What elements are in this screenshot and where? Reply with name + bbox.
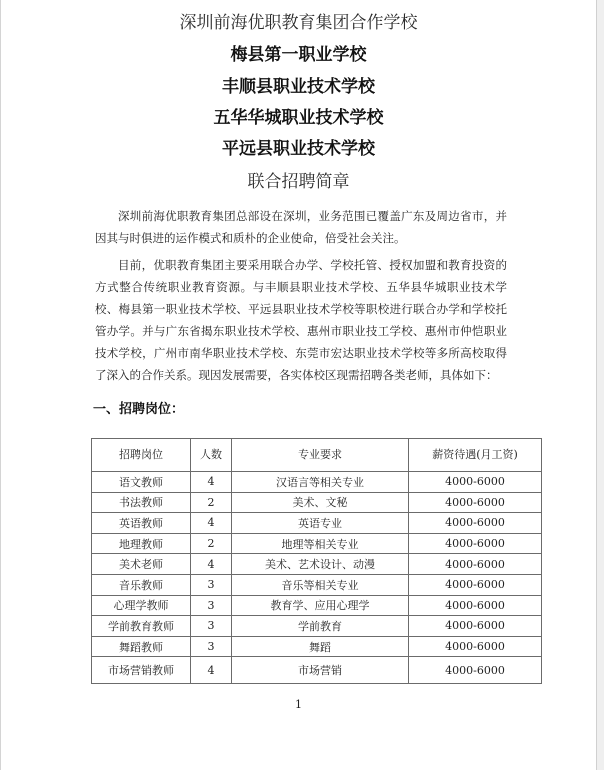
- document-page: [1, 0, 596, 770]
- cell-major-requirement: 市场营销: [232, 657, 409, 684]
- title-school-4: 平远县职业技术学校: [222, 139, 375, 159]
- cell-major-requirement: 舞蹈: [232, 636, 409, 657]
- cell-salary: 4000-6000: [409, 513, 542, 534]
- cell-count: 4: [191, 472, 232, 493]
- table-row: [92, 554, 542, 575]
- title-school-1: 梅县第一职业学校: [230, 45, 367, 65]
- cell-count: 4: [191, 554, 232, 575]
- cell-position: 学前教育教师: [92, 616, 191, 637]
- cell-major-requirement: 美术、文秘: [232, 492, 409, 513]
- header-major-requirement: 专业要求: [232, 439, 409, 472]
- cell-major-requirement: 音乐等相关专业: [232, 574, 409, 595]
- page-number: 1: [295, 698, 302, 711]
- header-count: 人数: [191, 439, 232, 472]
- cell-major-requirement: 学前教育: [232, 616, 409, 637]
- cell-position: 美术老师: [92, 554, 191, 575]
- table-row: [92, 616, 542, 637]
- table-row: [92, 513, 542, 534]
- cell-salary: 4000-6000: [409, 533, 542, 554]
- cell-salary: 4000-6000: [409, 574, 542, 595]
- cell-count: 3: [191, 636, 232, 657]
- cell-position: 市场营销教师: [92, 657, 191, 684]
- section-heading-positions: 一、招聘岗位：: [93, 402, 185, 417]
- cell-count: 3: [191, 616, 232, 637]
- cell-count: 2: [191, 533, 232, 554]
- cell-count: 2: [191, 492, 232, 513]
- table-row: [92, 533, 542, 554]
- cell-salary: 4000-6000: [409, 616, 542, 637]
- table-row: [92, 492, 542, 513]
- table-row: [92, 472, 542, 493]
- cell-count: 3: [191, 574, 232, 595]
- table-row: [92, 574, 542, 595]
- cell-position: 舞蹈教师: [92, 636, 191, 657]
- table-row: [92, 657, 542, 684]
- title-school-3: 五华华城职业技术学校: [213, 108, 384, 128]
- table-header-row: [92, 439, 542, 472]
- cell-salary: 4000-6000: [409, 492, 542, 513]
- cell-salary: 4000-6000: [409, 657, 542, 684]
- cell-salary: 4000-6000: [409, 472, 542, 493]
- cell-position: 书法教师: [92, 492, 191, 513]
- cooperation-paragraph: 目前，优职教育集团主要采用联合办学、学校托管、授权加盟和教育投资的方式整合传统职业教育资源。与丰顺县职业技术学校、五华县华城职业技术学校、梅县第一职业技术学校、平远县职业技术学校等职校进行联合办学和学校托管办学。并与广东省揭东职业技术学校、惠州市职业技工学校、惠州市仲恺职业技术学校，广州市南华职业技术学校、东莞市宏达职业技术学校等多所高校取得了深入的合作关系。现因发展需要，各实体校区现需招聘各类老师，具体如下：: [95, 258, 507, 382]
- cell-position: 地理教师: [92, 533, 191, 554]
- cell-position: 音乐教师: [92, 574, 191, 595]
- header-salary: 薪资待遇(月工资): [409, 439, 542, 472]
- header-position: 招聘岗位: [92, 439, 191, 472]
- positions-table: [91, 438, 542, 684]
- cell-position: 语文教师: [92, 472, 191, 493]
- title-school-2: 丰顺县职业技术学校: [222, 77, 375, 97]
- intro-paragraph: 深圳前海优职教育集团总部设在深圳，业务范围已覆盖广东及周边省市，并因其与时俱进的运作模式和质朴的企业使命，倍受社会关注。: [95, 209, 507, 245]
- cell-major-requirement: 教育学、应用心理学: [232, 595, 409, 616]
- cell-salary: 4000-6000: [409, 595, 542, 616]
- cell-major-requirement: 英语专业: [232, 513, 409, 534]
- table-row: [92, 595, 542, 616]
- cell-position: 心理学教师: [92, 595, 191, 616]
- cell-salary: 4000-6000: [409, 636, 542, 657]
- cell-salary: 4000-6000: [409, 554, 542, 575]
- cell-count: 3: [191, 595, 232, 616]
- cell-position: 英语教师: [92, 513, 191, 534]
- cell-major-requirement: 地理等相关专业: [232, 533, 409, 554]
- cell-major-requirement: 美术、艺术设计、动漫: [232, 554, 409, 575]
- cell-major-requirement: 汉语言等相关专业: [232, 472, 409, 493]
- table-row: [92, 636, 542, 657]
- title-recruitment-brochure: 联合招聘简章: [247, 172, 350, 192]
- title-group-name: 深圳前海优职教育集团合作学校: [179, 13, 418, 33]
- viewer-scroll-gutter[interactable]: [596, 0, 604, 770]
- cell-count: 4: [191, 513, 232, 534]
- cell-count: 4: [191, 657, 232, 684]
